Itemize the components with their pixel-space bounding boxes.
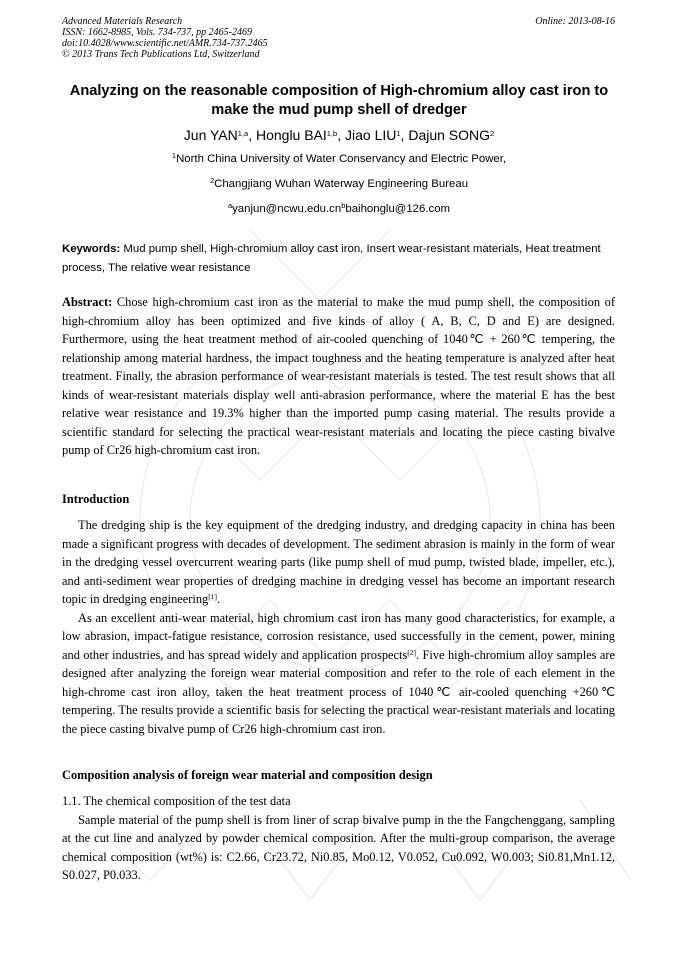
affiliation-text: Changjiang Wuhan Waterway Engineering Bureau: [214, 178, 469, 190]
author-name: Honglu BAI: [255, 127, 327, 143]
paper-title: Analyzing on the reasonable composition of High-chromium alloy cast iron to make the mud pump shell of dredger: [69, 83, 609, 118]
paragraph-text: . Five high-chromium alloy samples are designed after analyzing the foreign wear material composition and refer to the role of each element in the high-chrome cast iron alloy, taken the heat treatment process of 1040℃ air-cooled quenching +260℃ tempering. The results provide a scientific basis for selecting the practical wear-resistant materials and locating the piece casting bivalve pump of Cr26 high-chromium cast iron.: [62, 647, 615, 736]
email-mark: a: [227, 200, 233, 210]
introduction-heading: Introduction: [62, 492, 130, 506]
author-affiliation-mark: 2: [490, 128, 495, 138]
abstract: [62, 293, 615, 460]
keywords-label: Keywords:: [62, 243, 121, 255]
author-name: Dajun SONG: [408, 127, 491, 143]
citation-ref[interactable]: [2]: [407, 647, 417, 657]
keywords-text: Mud pump shell, High-chromium alloy cast iron, Insert wear-resistant materials, Heat treatment process, The relative wear resistance: [62, 243, 601, 274]
online-date: Online: 2013-08-16: [535, 16, 615, 27]
email-mark: b: [341, 200, 346, 210]
author-separator: ,: [400, 127, 409, 143]
composition-body: [62, 792, 615, 885]
citation-ref[interactable]: [1]: [208, 591, 217, 601]
introduction-paragraph-1: [62, 516, 615, 609]
author-separator: ,: [337, 127, 346, 143]
affiliation-text: North China University of Water Conservancy and Electric Power,: [176, 153, 507, 165]
abstract-label: Abstract:: [62, 295, 113, 309]
author-name: Jiao LIU: [345, 127, 397, 143]
journal-header: [62, 16, 268, 60]
keywords: [62, 240, 616, 278]
email-link[interactable]: yanjun@ncwu.edu.cn: [232, 203, 342, 215]
author-affiliation-mark: 1,b: [326, 128, 338, 138]
author-emails: [62, 200, 616, 215]
affiliation-mark: 1: [171, 150, 177, 160]
introduction-paragraph-2: [62, 609, 615, 739]
journal-issn: ISSN: 1662-8985, Vols. 734-737, pp 2465-2469: [62, 27, 252, 38]
paragraph-end: .: [217, 592, 221, 606]
subsection-heading: 1.1. The chemical composition of the test data: [62, 794, 291, 808]
journal-doi: doi:10.4028/www.scientific.net/AMR.734-737.2465: [62, 38, 268, 49]
author-affiliation-mark: 1: [396, 128, 401, 138]
journal-name: Advanced Materials Research: [62, 16, 183, 27]
author-name: Jun YAN: [183, 127, 238, 143]
introduction-body: [62, 516, 615, 738]
author-separator: ,: [248, 127, 256, 143]
composition-heading: Composition analysis of foreign wear material and composition design: [62, 768, 433, 782]
journal-copyright: © 2013 Trans Tech Publications Ltd, Switzerland: [62, 49, 260, 60]
abstract-text: Chose high-chromium cast iron as the material to make the mud pump shell, the composition of high-chromium alloy has been optimized and five kinds of alloy ( A, B, C, D and E) are designed. Furthermore, using the heat treatment method of air-cooled quenching of 1040℃ + 260℃ tempering, the relationship among material hardness, the impact toughness and the heating temperature is analyzed after heat treatment. Finally, the abrasion performance of wear-resistant materials is tested. The test result shows that all kinds of wear-resistant materials display well anti-abrasion performance, where the material E has the best relative wear resistance and 19.3% higher than the imported pump casing material. The results provide a scientific standard for selecting the practical wear-resistant materials and locating the piece casting bivalve pump of Cr26 high-chromium cast iron.: [62, 295, 615, 457]
author-list: [62, 127, 616, 143]
author-affiliation-mark: 1,a: [237, 128, 249, 138]
affiliation-1: [62, 150, 616, 165]
paragraph-text: The dredging ship is the key equipment of the dredging industry, and dredging capacity in china has been made a significant progress with decades of development. The sediment abrasion is mainly in the form of wear in the dredging vessel overcurrent wearing parts (like pump shell of mud pump, twisted blade, impeller, etc.), and anti-sediment wear properties of dredging machine in dredging vessel has become an important research topic in dredging engineering: [62, 518, 615, 606]
affiliation-mark: 2: [209, 175, 215, 185]
affiliation-2: [62, 175, 616, 190]
email-link[interactable]: baihonglu@126.com: [345, 203, 451, 215]
composition-paragraph-1: Sample material of the pump shell is from liner of scrap bivalve pump in the the Fangchenggang, sampling at the cut line and analyzed by powder chemical composition. After the multi-group comparison, the average chemical composition (wt%) is: C2.66, Cr23.72, Ni0.85, Mo0.12, V0.052, Cu0.092, W0.003; Si0.81,Mn1.12, S0.027, P0.033.: [62, 812, 615, 882]
paragraph-text: As an excellent anti-wear material, high chromium cast iron has many good characteristics, for example, a low abrasion, impact-fatigue resistance, corrosion resistance, used successfully in the cement, power, mining and other industries, and has spread widely and application prospects: [62, 610, 615, 662]
